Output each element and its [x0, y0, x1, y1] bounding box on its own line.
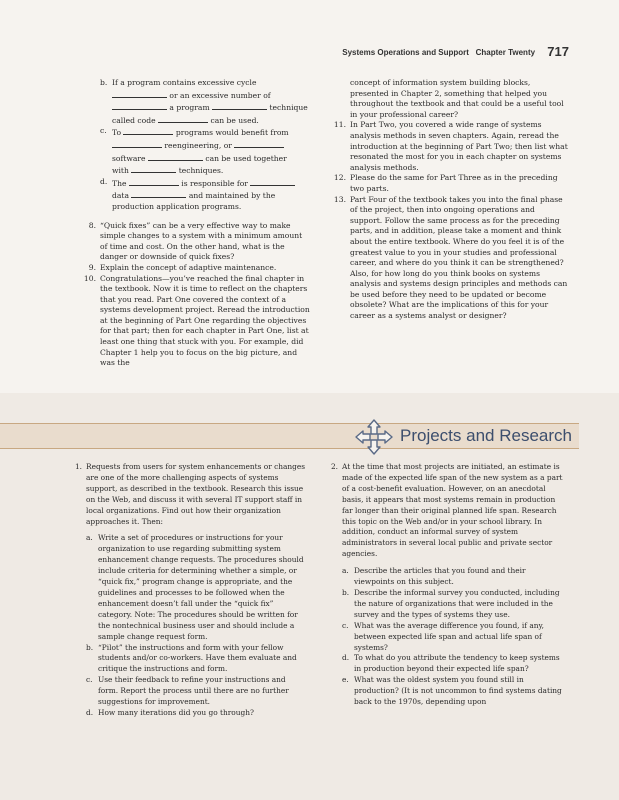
project-1-b: b. “Pilot” the instructions and form with your fellow students and/or co-workers. Have them evaluate and critique the instructions and form. [86, 642, 297, 674]
question-13: 13. Part Four of the textbook takes you into the final phase of the project, then into ongoing operations and support. Follow the same process as for the preceding parts, and in addition, please take a moment and think about the entire textbook. Where do you feel it is of the greatest value to you in your studies and professional career, and where do you think it can be strengthened? Also, for how long do you think books on systems analysis and systems design principles and methods can be used before they need to be updated or become obsolete? What are the implications of this for your career as a systems analyst or designer? [333, 194, 568, 321]
question-12: 12. Please do the same for Part Three as in the preceding two parts. [333, 173, 558, 193]
project-1-c: c. Use their feedback to refine your instructions and form. Report the process until there are no further suggestions for improvement. [86, 675, 289, 707]
top-left-column [80, 78, 310, 369]
project-2-a: a. Describe the articles that you found and their viewpoints on this subject. [342, 566, 526, 587]
project-1-d: d. How many iterations did you go through? [86, 707, 254, 717]
section-title: Projects and Research [400, 426, 572, 445]
question-9: 9. Explain the concept of adaptive maintenance. [88, 262, 277, 272]
running-title: Systems Operations and Support [342, 48, 469, 57]
fill-in-item-b: b. If a program contains excessive cycle or an excessive number of a program technique called code can be used. [100, 78, 308, 125]
fill-in-item-c: c. To programs would benefit from reengineering, or software can be used together with techniques. [100, 126, 289, 176]
project-2: 2. At the time that most projects are initiated, an estimate is made of the expected life span of the new system as a part of a cost-benefit evaluation. However, on an anecdotal basis, it appears that most systems remain in production far longer than their original planned life span. Research this topic on the Web and/or in your school library. In addition, conduct an informal survey of system administrators in several local public and private sector agencies. [330, 462, 563, 559]
top-right-column [330, 78, 568, 322]
project-1: 1. Requests from users for system enhancements or changes are one of the more challenging aspects of systems support, as described in the textbook. Research this issue on the Web, and discuss it with several IT support staff in local organizations. Find out how their organization approaches it. Then: [74, 462, 306, 526]
project-2-c: c. What was the average difference you found, if any, between expected life span and actual life span of systems? [342, 620, 545, 652]
fill-in-item-d: d. The is responsible for data and maintained by the production application programs. [100, 177, 310, 213]
question-11: 11. In Part Two, you covered a wide range of systems analysis methods in seven chapters. Again, reread the introduction at the beginning of Part Two; then list what resonated the most for you in each chapter on systems analysis methods. [333, 120, 568, 172]
bottom-left-column [66, 462, 308, 719]
question-10-continued: concept of information system building blocks, presented in Chapter 2, something that helped you throughout the textbook and that could be a useful tool in your professional career? [350, 78, 564, 119]
running-header [342, 44, 569, 59]
project-2-e: e. What was the oldest system you found still in production? (It is not uncommon to find systems dating back to the 1970s, depending upon [342, 675, 562, 707]
question-8: 8. “Quick fixes” can be a very effective way to make simple changes to a system with a minimum amount of time and cost. On the other hand, what is the danger or downside of quick fixes? [88, 220, 303, 262]
page-number: 717 [547, 44, 569, 59]
project-1-a: a. Write a set of procedures or instructions for your organization to use regarding submitting system enhancement change requests. The procedures should include criteria for determining whether a simple, or “quick fix,” program change is appropriate, and the guidelines and processes to be followed when the enhancement doesn’t fall under the “quick fix” category. Note: The procedures should be written for the nontechnical business user and should include a sample change request form. [86, 533, 304, 641]
projects-research-banner [0, 393, 619, 455]
project-2-d: d. To what do you attribute the tendency to keep systems in production beyond their expected life span? [342, 653, 560, 674]
question-10: 10. Congratulations—you’ve reached the final chapter in the textbook. Now it is time to reflect on the chapters that you read. Part One covered the context of a systems development project. Reread the introduction at the beginning of Part One regarding the objectives for that part; then for each chapter in Part One, list at least one thing that stuck with you. For example, did Chapter 1 help you to focus on the big picture, and was the [83, 273, 310, 368]
bottom-right-column [322, 462, 568, 708]
project-2-b: b. Describe the informal survey you conducted, including the nature of organizations that were included in the survey and the types of systems they use. [342, 587, 560, 619]
arrows-cross-icon [352, 417, 396, 457]
chapter-label: Chapter Twenty [475, 48, 536, 57]
